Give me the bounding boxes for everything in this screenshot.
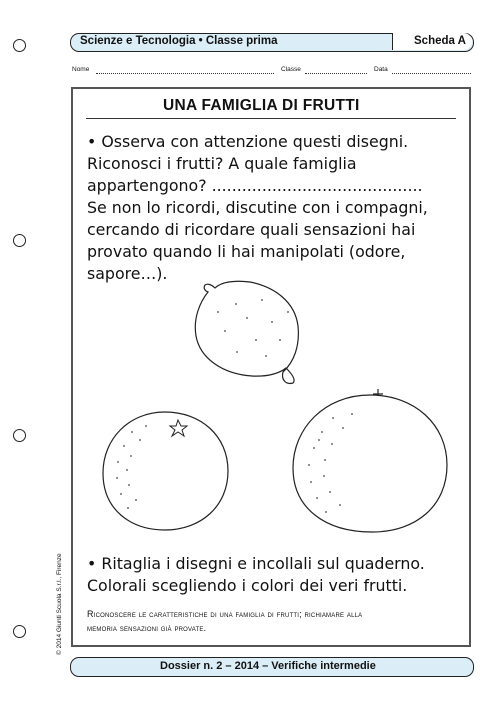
data-label: Data xyxy=(374,66,388,73)
instruction-line-7: sapore…). xyxy=(87,264,168,283)
copyright-notice: © 2014 Giunti Scuola S.r.l., Firenze xyxy=(56,553,63,655)
instruction-line-3: appartengono? .......................................... xyxy=(87,176,423,195)
goal-line-2: memoria sensazioni già provate. xyxy=(87,623,207,633)
page-title: UNA FAMIGLIA DI FRUTTI xyxy=(163,97,360,114)
instruction-line-5: cercando di ricordare quali sensazioni hai xyxy=(87,220,416,239)
scheda-label: Scheda A xyxy=(414,35,466,47)
instruction-line-6: provato quando li hai manipolati (odore, xyxy=(87,242,406,261)
footer-text: Dossier n. 2 – 2014 – Verifiche intermedie xyxy=(160,660,376,672)
learning-goal xyxy=(87,607,362,635)
instruction-line-1: • Osserva con attenzione questi disegni. xyxy=(87,132,409,151)
lemon-drawing xyxy=(195,281,298,383)
nome-label: Nome xyxy=(72,66,90,73)
instruction-line-4: Se non lo ricordi, discutine con i compagni, xyxy=(87,198,428,217)
instruction2-line-1: • Ritaglia i disegni e incollali sul quaderno. xyxy=(87,554,425,573)
instruction-line-2: Riconosci i frutti? A quale famiglia xyxy=(87,154,357,173)
goal-line-1: Riconoscere le caratteristiche di una famiglia di frutti; richiamare alla xyxy=(87,609,363,619)
instruction2-line-2: Colorali scegliendo i colori dei veri frutti. xyxy=(87,576,408,595)
orange-large-drawing xyxy=(293,389,447,532)
orange-small-drawing xyxy=(103,412,228,530)
header-title: Scienze e Tecnologia • Classe prima xyxy=(80,35,278,47)
classe-label: Classe xyxy=(281,66,301,73)
